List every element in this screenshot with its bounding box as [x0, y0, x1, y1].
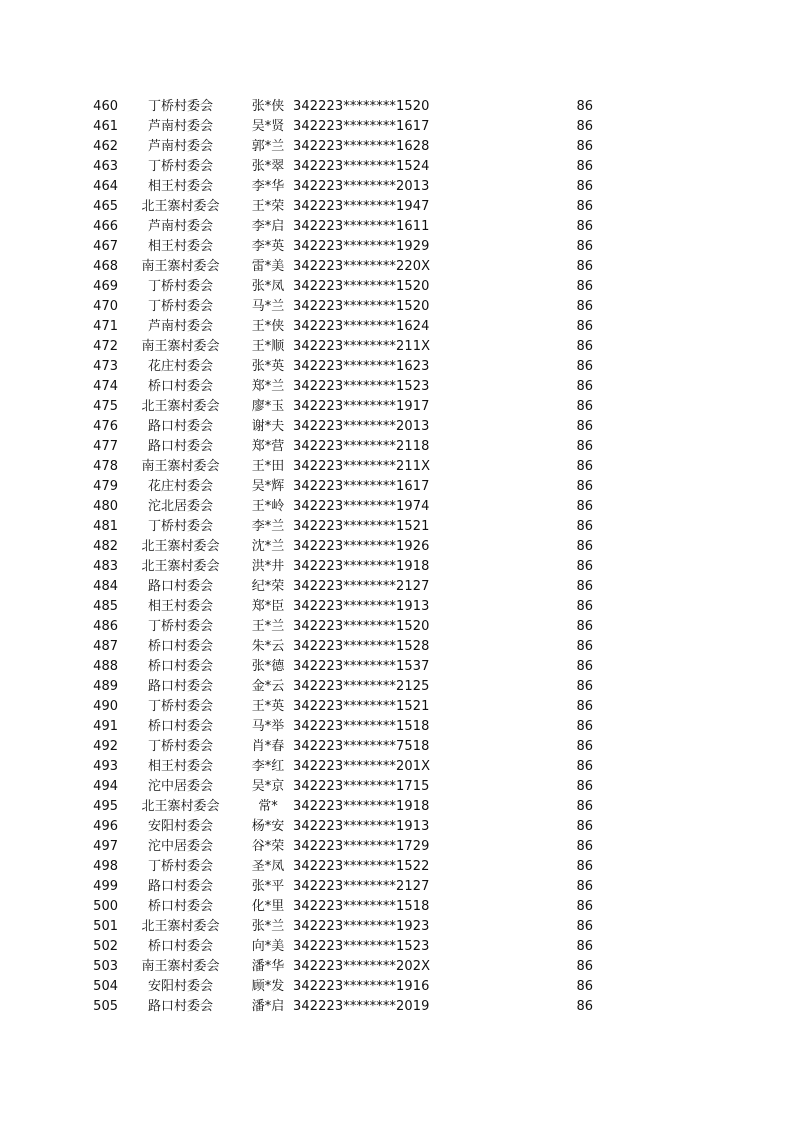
table-row [78, 477, 593, 497]
person-name: 郭*兰 [251, 139, 285, 154]
id-number: 342223********1628 [293, 139, 430, 154]
amount: 86 [576, 239, 593, 254]
row-number: 486 [93, 619, 118, 634]
row-number: 466 [93, 219, 118, 234]
id-number: 342223********1917 [293, 399, 430, 414]
person-name: 张*英 [251, 359, 285, 374]
amount: 86 [576, 679, 593, 694]
village-committee: 桥口村委会 [147, 639, 213, 654]
amount: 86 [576, 99, 593, 114]
row-number: 472 [93, 339, 118, 354]
table-row [78, 917, 593, 937]
person-name: 圣*凤 [251, 859, 285, 874]
id-number: 342223********1520 [293, 279, 430, 294]
id-number: 342223********1524 [293, 159, 430, 174]
amount: 86 [576, 659, 593, 674]
id-number: 342223********220X [293, 259, 431, 274]
row-number: 463 [93, 159, 118, 174]
row-number: 497 [93, 839, 118, 854]
row-number: 473 [93, 359, 118, 374]
village-committee: 丁桥村委会 [147, 99, 213, 114]
id-number: 342223********2127 [293, 879, 430, 894]
person-name: 王*荣 [251, 199, 285, 214]
row-number: 481 [93, 519, 118, 534]
id-number: 342223********201X [293, 759, 431, 774]
id-number: 342223********1611 [293, 219, 430, 234]
id-number: 342223********7518 [293, 739, 430, 754]
person-name: 李*红 [251, 759, 285, 774]
id-number: 342223********1617 [293, 479, 430, 494]
village-committee: 相王村委会 [147, 179, 213, 194]
row-number: 504 [93, 979, 118, 994]
village-committee: 北王寨村委会 [141, 399, 220, 414]
table-row [78, 837, 593, 857]
person-name: 郑*营 [251, 439, 285, 454]
amount: 86 [576, 959, 593, 974]
row-number: 499 [93, 879, 118, 894]
id-number: 342223********1521 [293, 519, 430, 534]
id-number: 342223********1947 [293, 199, 430, 214]
amount: 86 [576, 439, 593, 454]
row-number: 488 [93, 659, 118, 674]
person-name: 马*举 [251, 719, 285, 734]
row-number: 465 [93, 199, 118, 214]
row-number: 491 [93, 719, 118, 734]
id-number: 342223********1518 [293, 899, 430, 914]
person-name: 王*兰 [251, 619, 285, 634]
village-committee: 桥口村委会 [147, 939, 213, 954]
village-committee: 北王寨村委会 [141, 559, 220, 574]
person-name: 张*兰 [251, 919, 285, 934]
village-committee: 芦南村委会 [147, 119, 213, 134]
table-row [78, 137, 593, 157]
village-committee: 丁桥村委会 [147, 159, 213, 174]
table-row [78, 337, 593, 357]
id-number: 342223********1918 [293, 799, 430, 814]
village-committee: 相王村委会 [147, 759, 213, 774]
person-name: 张*德 [251, 659, 285, 674]
row-number: 464 [93, 179, 118, 194]
table-row [78, 217, 593, 237]
village-committee: 北王寨村委会 [141, 539, 220, 554]
row-number: 468 [93, 259, 118, 274]
table-row [78, 737, 593, 757]
person-name: 马*兰 [251, 299, 285, 314]
table-row [78, 717, 593, 737]
person-name: 吴*京 [251, 779, 285, 794]
id-number: 342223********202X [293, 959, 431, 974]
table-row [78, 277, 593, 297]
amount: 86 [576, 779, 593, 794]
id-number: 342223********1520 [293, 619, 430, 634]
row-number: 478 [93, 459, 118, 474]
amount: 86 [576, 119, 593, 134]
row-number: 492 [93, 739, 118, 754]
village-committee: 丁桥村委会 [147, 739, 213, 754]
table-row [78, 457, 593, 477]
row-number: 500 [93, 899, 118, 914]
table-row [78, 197, 593, 217]
row-number: 487 [93, 639, 118, 654]
row-number: 482 [93, 539, 118, 554]
village-committee: 路口村委会 [147, 579, 213, 594]
amount: 86 [576, 999, 593, 1014]
id-number: 342223********1715 [293, 779, 430, 794]
village-committee: 桥口村委会 [147, 719, 213, 734]
person-name: 李*兰 [251, 519, 285, 534]
table-row [78, 377, 593, 397]
row-number: 493 [93, 759, 118, 774]
id-number: 342223********1623 [293, 359, 430, 374]
person-name: 廖*玉 [251, 399, 285, 414]
id-number: 342223********1520 [293, 99, 430, 114]
person-name: 谷*荣 [251, 839, 285, 854]
village-committee: 路口村委会 [147, 879, 213, 894]
table-row [78, 937, 593, 957]
village-committee: 花庄村委会 [147, 479, 213, 494]
amount: 86 [576, 159, 593, 174]
village-committee: 北王寨村委会 [141, 919, 220, 934]
person-name: 朱*云 [251, 639, 285, 654]
amount: 86 [576, 639, 593, 654]
person-name: 吴*贤 [251, 119, 285, 134]
amount: 86 [576, 299, 593, 314]
person-name: 王*侠 [251, 319, 285, 334]
village-committee: 丁桥村委会 [147, 299, 213, 314]
village-committee: 丁桥村委会 [147, 519, 213, 534]
village-committee: 丁桥村委会 [147, 699, 213, 714]
row-number: 498 [93, 859, 118, 874]
person-name: 李*启 [251, 219, 285, 234]
amount: 86 [576, 219, 593, 234]
table-row [78, 97, 593, 117]
amount: 86 [576, 919, 593, 934]
person-name: 李*华 [251, 179, 285, 194]
row-number: 505 [93, 999, 118, 1014]
amount: 86 [576, 279, 593, 294]
table-row [78, 237, 593, 257]
row-number: 471 [93, 319, 118, 334]
amount: 86 [576, 139, 593, 154]
person-name: 谢*夫 [251, 419, 285, 434]
table-row [78, 797, 593, 817]
person-name: 化*里 [251, 899, 285, 914]
amount: 86 [576, 499, 593, 514]
amount: 86 [576, 979, 593, 994]
amount: 86 [576, 759, 593, 774]
id-number: 342223********1729 [293, 839, 430, 854]
row-number: 495 [93, 799, 118, 814]
id-number: 342223********2125 [293, 679, 430, 694]
person-name: 王*英 [251, 699, 285, 714]
person-name: 沈*兰 [251, 539, 285, 554]
amount: 86 [576, 939, 593, 954]
table-row [78, 877, 593, 897]
amount: 86 [576, 179, 593, 194]
village-committee: 南王寨村委会 [141, 259, 220, 274]
amount: 86 [576, 519, 593, 534]
row-number: 462 [93, 139, 118, 154]
amount: 86 [576, 739, 593, 754]
amount: 86 [576, 719, 593, 734]
village-committee: 桥口村委会 [147, 379, 213, 394]
amount: 86 [576, 879, 593, 894]
person-name: 郑*臣 [251, 599, 285, 614]
table-row [78, 697, 593, 717]
row-number: 474 [93, 379, 118, 394]
amount: 86 [576, 259, 593, 274]
row-number: 489 [93, 679, 118, 694]
village-committee: 南王寨村委会 [141, 459, 220, 474]
id-number: 342223********1929 [293, 239, 430, 254]
amount: 86 [576, 559, 593, 574]
table-row [78, 157, 593, 177]
amount: 86 [576, 819, 593, 834]
person-name: 潘*华 [251, 959, 285, 974]
village-committee: 南王寨村委会 [141, 339, 220, 354]
table-row [78, 497, 593, 517]
roster-table [78, 97, 593, 1017]
village-committee: 芦南村委会 [147, 319, 213, 334]
row-number: 475 [93, 399, 118, 414]
person-name: 洪*井 [251, 559, 285, 574]
amount: 86 [576, 319, 593, 334]
id-number: 342223********1913 [293, 819, 430, 834]
row-number: 484 [93, 579, 118, 594]
id-number: 342223********1624 [293, 319, 430, 334]
person-name: 张*凤 [251, 279, 285, 294]
table-row [78, 517, 593, 537]
roster-table-body [78, 97, 593, 1017]
id-number: 342223********1522 [293, 859, 430, 874]
person-name: 顾*发 [251, 979, 285, 994]
table-row [78, 897, 593, 917]
table-row [78, 557, 593, 577]
row-number: 479 [93, 479, 118, 494]
row-number: 461 [93, 119, 118, 134]
id-number: 342223********1918 [293, 559, 430, 574]
person-name: 向*美 [251, 939, 285, 954]
id-number: 342223********1523 [293, 939, 430, 954]
village-committee: 北王寨村委会 [141, 799, 220, 814]
person-name: 潘*启 [251, 999, 285, 1014]
village-committee: 桥口村委会 [147, 659, 213, 674]
id-number: 342223********2127 [293, 579, 430, 594]
id-number: 342223********2013 [293, 419, 430, 434]
row-number: 480 [93, 499, 118, 514]
id-number: 342223********1518 [293, 719, 430, 734]
id-number: 342223********211X [293, 459, 431, 474]
person-name: 王*田 [251, 459, 285, 474]
table-row [78, 657, 593, 677]
table-row [78, 597, 593, 617]
village-committee: 芦南村委会 [147, 219, 213, 234]
row-number: 460 [93, 99, 118, 114]
amount: 86 [576, 459, 593, 474]
row-number: 501 [93, 919, 118, 934]
row-number: 476 [93, 419, 118, 434]
amount: 86 [576, 419, 593, 434]
amount: 86 [576, 339, 593, 354]
person-name: 雷*美 [251, 259, 285, 274]
village-committee: 沱中居委会 [147, 779, 213, 794]
row-number: 496 [93, 819, 118, 834]
table-row [78, 297, 593, 317]
person-name: 张*翠 [251, 159, 285, 174]
id-number: 342223********1521 [293, 699, 430, 714]
id-number: 342223********1913 [293, 599, 430, 614]
amount: 86 [576, 839, 593, 854]
village-committee: 相王村委会 [147, 599, 213, 614]
person-name: 吴*辉 [251, 479, 285, 494]
amount: 86 [576, 899, 593, 914]
amount: 86 [576, 539, 593, 554]
table-row [78, 637, 593, 657]
person-name: 张*平 [251, 879, 285, 894]
person-name: 肖*春 [251, 739, 285, 754]
id-number: 342223********211X [293, 339, 431, 354]
amount: 86 [576, 579, 593, 594]
row-number: 470 [93, 299, 118, 314]
amount: 86 [576, 399, 593, 414]
village-committee: 安阳村委会 [147, 819, 213, 834]
village-committee: 丁桥村委会 [147, 859, 213, 874]
id-number: 342223********1916 [293, 979, 430, 994]
village-committee: 路口村委会 [147, 419, 213, 434]
id-number: 342223********1617 [293, 119, 430, 134]
village-committee: 路口村委会 [147, 439, 213, 454]
table-row [78, 437, 593, 457]
row-number: 503 [93, 959, 118, 974]
village-committee: 桥口村委会 [147, 899, 213, 914]
amount: 86 [576, 799, 593, 814]
table-row [78, 177, 593, 197]
table-row [78, 257, 593, 277]
village-committee: 丁桥村委会 [147, 619, 213, 634]
table-row [78, 977, 593, 997]
id-number: 342223********1523 [293, 379, 430, 394]
village-committee: 沱中居委会 [147, 839, 213, 854]
person-name: 李*英 [251, 239, 285, 254]
row-number: 467 [93, 239, 118, 254]
village-committee: 花庄村委会 [147, 359, 213, 374]
amount: 86 [576, 619, 593, 634]
village-committee: 路口村委会 [147, 679, 213, 694]
amount: 86 [576, 699, 593, 714]
row-number: 469 [93, 279, 118, 294]
person-name: 金*云 [251, 679, 285, 694]
row-number: 494 [93, 779, 118, 794]
amount: 86 [576, 379, 593, 394]
table-row [78, 357, 593, 377]
village-committee: 芦南村委会 [147, 139, 213, 154]
table-row [78, 317, 593, 337]
amount: 86 [576, 199, 593, 214]
row-number: 490 [93, 699, 118, 714]
amount: 86 [576, 859, 593, 874]
person-name: 纪*荣 [251, 579, 285, 594]
table-row [78, 777, 593, 797]
person-name: 常* [258, 799, 278, 814]
person-name: 王*顺 [251, 339, 285, 354]
table-row [78, 677, 593, 697]
person-name: 杨*安 [251, 819, 285, 834]
person-name: 郑*兰 [251, 379, 285, 394]
person-name: 张*侠 [251, 99, 285, 114]
amount: 86 [576, 599, 593, 614]
person-name: 王*岭 [251, 499, 285, 514]
village-committee: 丁桥村委会 [147, 279, 213, 294]
table-row [78, 817, 593, 837]
table-row [78, 957, 593, 977]
table-row [78, 117, 593, 137]
amount: 86 [576, 359, 593, 374]
table-row [78, 997, 593, 1017]
id-number: 342223********1926 [293, 539, 430, 554]
table-row [78, 397, 593, 417]
village-committee: 路口村委会 [147, 999, 213, 1014]
table-row [78, 617, 593, 637]
id-number: 342223********2013 [293, 179, 430, 194]
amount: 86 [576, 479, 593, 494]
row-number: 502 [93, 939, 118, 954]
id-number: 342223********1520 [293, 299, 430, 314]
table-row [78, 757, 593, 777]
id-number: 342223********1923 [293, 919, 430, 934]
row-number: 477 [93, 439, 118, 454]
id-number: 342223********1974 [293, 499, 430, 514]
village-committee: 相王村委会 [147, 239, 213, 254]
id-number: 342223********2118 [293, 439, 430, 454]
id-number: 342223********1537 [293, 659, 430, 674]
id-number: 342223********2019 [293, 999, 430, 1014]
row-number: 485 [93, 599, 118, 614]
village-committee: 南王寨村委会 [141, 959, 220, 974]
village-committee: 安阳村委会 [147, 979, 213, 994]
table-row [78, 857, 593, 877]
table-row [78, 577, 593, 597]
table-row [78, 537, 593, 557]
row-number: 483 [93, 559, 118, 574]
id-number: 342223********1528 [293, 639, 430, 654]
village-committee: 沱北居委会 [147, 499, 213, 514]
village-committee: 北王寨村委会 [141, 199, 220, 214]
table-row [78, 417, 593, 437]
